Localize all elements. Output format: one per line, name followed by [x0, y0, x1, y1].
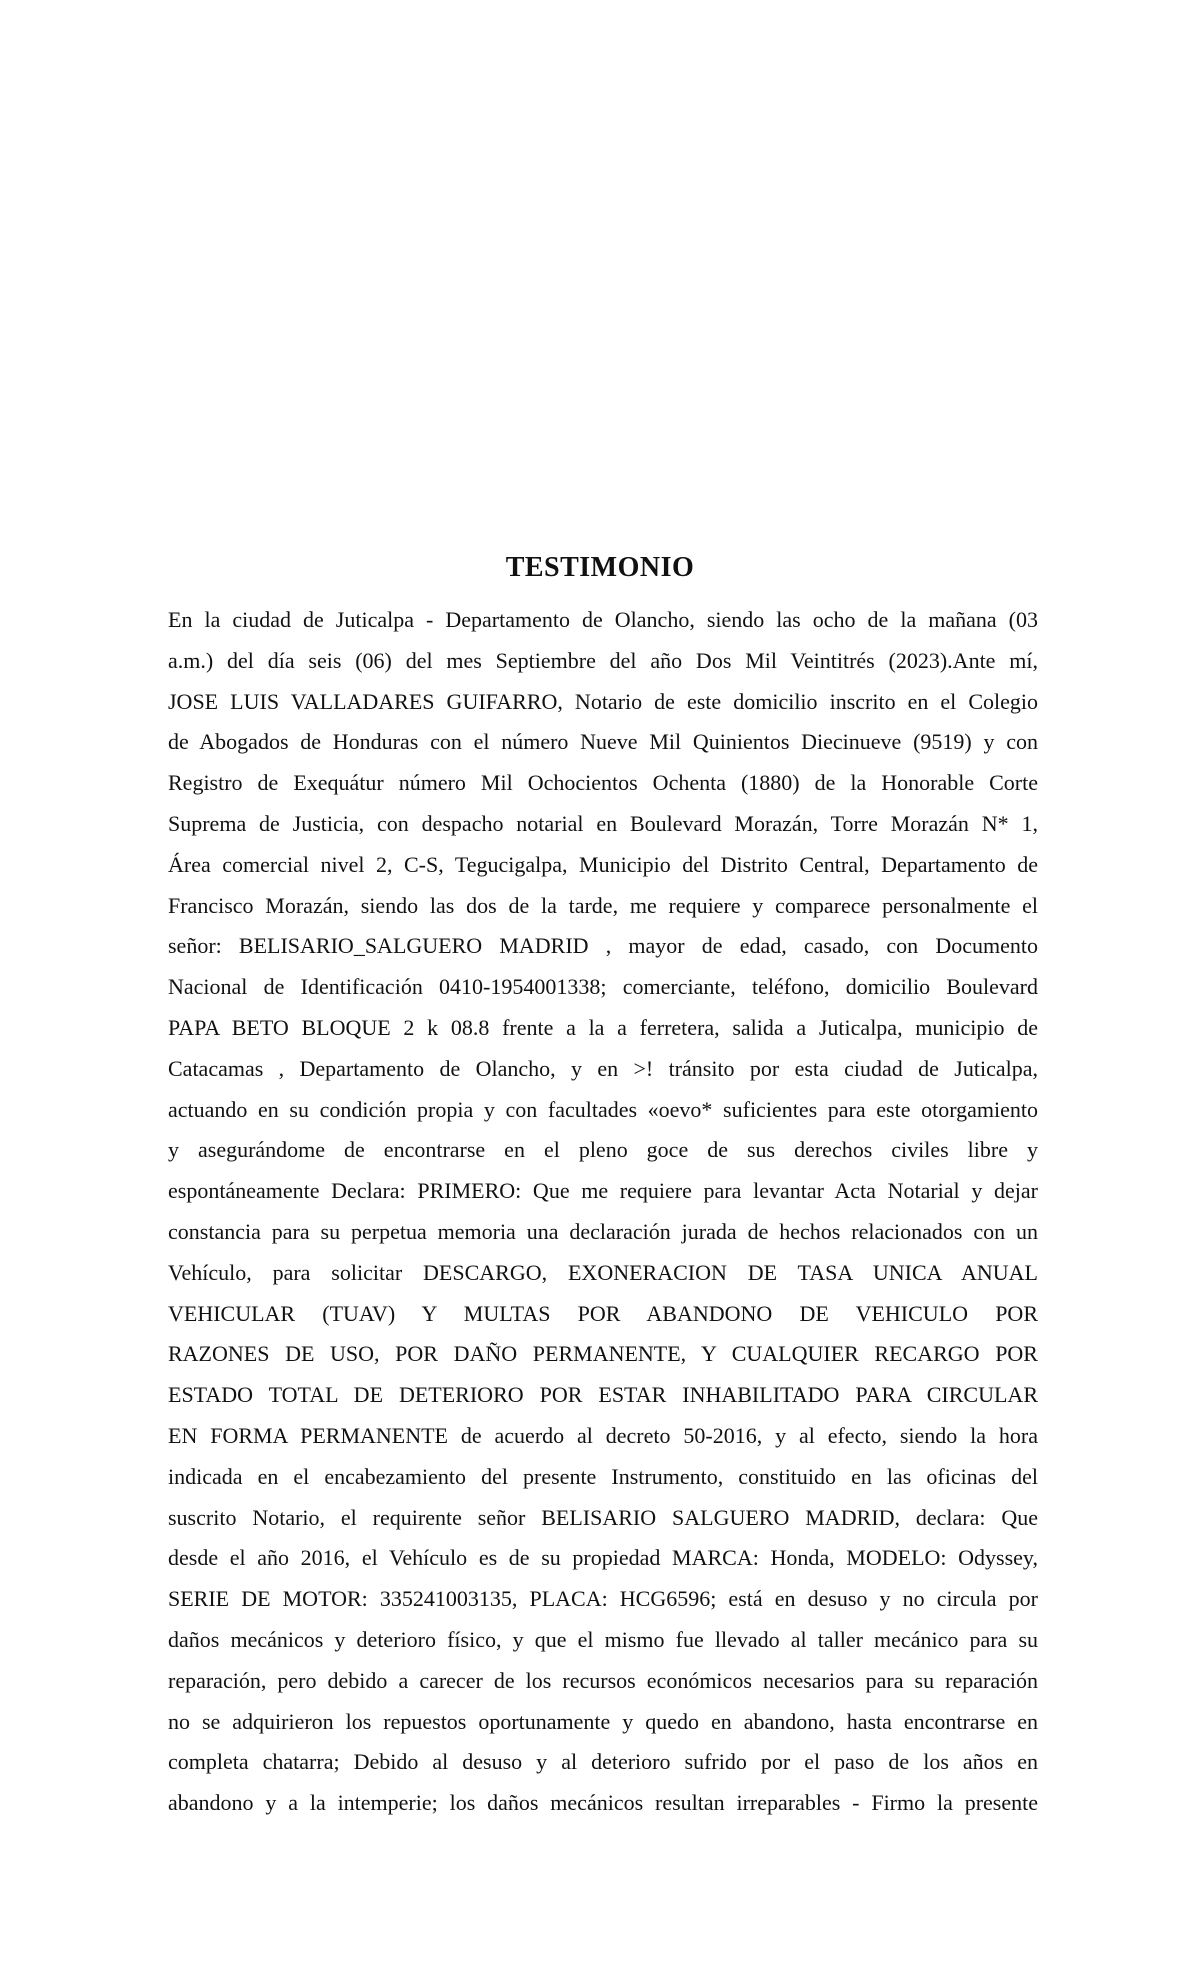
body-line: reparación, pero debido a carecer de los recursos económicos necesarios para su reparación: [168, 1667, 1038, 1693]
body-line: desde el año 2016, el Vehículo es de su propiedad MARCA: Honda, MODELO: Odyssey,: [168, 1545, 1038, 1571]
body-line: indicada en el encabezamiento del presente Instrumento, constituido en las oficinas del: [168, 1463, 1038, 1489]
body-line: Área comercial nivel 2, C-S, Tegucigalpa, Municipio del Distrito Central, Departamento de: [168, 851, 1038, 877]
body-line: espontáneamente Declara: PRIMERO: Que me requiere para levantar Acta Notarial y dejar: [168, 1178, 1038, 1204]
body-line: suscrito Notario, el requirente señor BELISARIO SALGUERO MADRID, declara: Que: [168, 1504, 1038, 1530]
document-title: TESTIMONIO: [505, 552, 695, 583]
body-line: RAZONES DE USO, POR DAÑO PERMANENTE, Y CUALQUIER RECARGO POR: [168, 1341, 1038, 1367]
body-line: de Abogados de Honduras con el número Nueve Mil Quinientos Diecinueve (9519) y con: [168, 729, 1038, 755]
body-line: Suprema de Justicia, con despacho notarial en Boulevard Morazán, Torre Morazán N* 1,: [168, 810, 1038, 836]
body-line: a.m.) del día seis (06) del mes Septiembre del año Dos Mil Veintitrés (2023).Ante mí,: [168, 647, 1038, 673]
body-line: Nacional de Identificación 0410-1954001338; comerciante, teléfono, domicilio Boulevard: [168, 974, 1038, 1000]
body-line: En la ciudad de Juticalpa - Departamento de Olancho, siendo las ocho de la mañana (03: [168, 607, 1038, 632]
body-line: JOSE LUIS VALLADARES GUIFARRO, Notario de este domicilio inscrito en el Colegio: [168, 688, 1038, 714]
body-line: EN FORMA PERMANENTE de acuerdo al decreto 50-2016, y al efecto, siendo la hora: [168, 1422, 1038, 1448]
body-line: constancia para su perpetua memoria una declaración jurada de hechos relacionados con un: [168, 1218, 1038, 1244]
body-line: VEHICULAR (TUAV) Y MULTAS POR ABANDONO DE VEHICULO POR: [168, 1300, 1038, 1326]
document-body: [168, 600, 1038, 1824]
body-line: ESTADO TOTAL DE DETERIORO POR ESTAR INHABILITADO PARA CIRCULAR: [168, 1382, 1038, 1408]
body-line: completa chatarra; Debido al desuso y al deterioro sufrido por el paso de los años en: [168, 1749, 1038, 1775]
body-line: SERIE DE MOTOR: 335241003135, PLACA: HCG6596; está en desuso y no circula por: [168, 1586, 1038, 1612]
body-line: no se adquirieron los repuestos oportunamente y quedo en abandono, hasta encontrarse en: [168, 1708, 1038, 1734]
body-line: PAPA BETO BLOQUE 2 k 08.8 frente a la a ferretera, salida a Juticalpa, municipio de: [168, 1014, 1038, 1040]
body-line: señor: BELISARIO_SALGUERO MADRID , mayor de edad, casado, con Documento: [168, 933, 1038, 959]
body-line: actuando en su condición propia y con facultades «oevo* suficientes para este otorgamiento: [168, 1096, 1038, 1122]
body-line: abandono y a la intemperie; los daños mecánicos resultan irreparables - Firmo la presente: [168, 1790, 1038, 1816]
body-line: Francisco Morazán, siendo las dos de la tarde, me requiere y comparece personalmente el: [168, 892, 1038, 918]
body-line: Registro de Exequátur número Mil Ochocientos Ochenta (1880) de la Honorable Corte: [168, 770, 1038, 796]
body-line: Catacamas , Departamento de Olancho, y en >! tránsito por esta ciudad de Juticalpa,: [168, 1055, 1038, 1081]
body-line: y asegurándome de encontrarse en el pleno goce de sus derechos civiles libre y: [168, 1137, 1038, 1163]
body-line: Vehículo, para solicitar DESCARGO, EXONERACION DE TASA UNICA ANUAL: [168, 1259, 1038, 1285]
body-line: daños mecánicos y deterioro físico, y que el mismo fue llevado al taller mecánico para su: [168, 1626, 1038, 1652]
